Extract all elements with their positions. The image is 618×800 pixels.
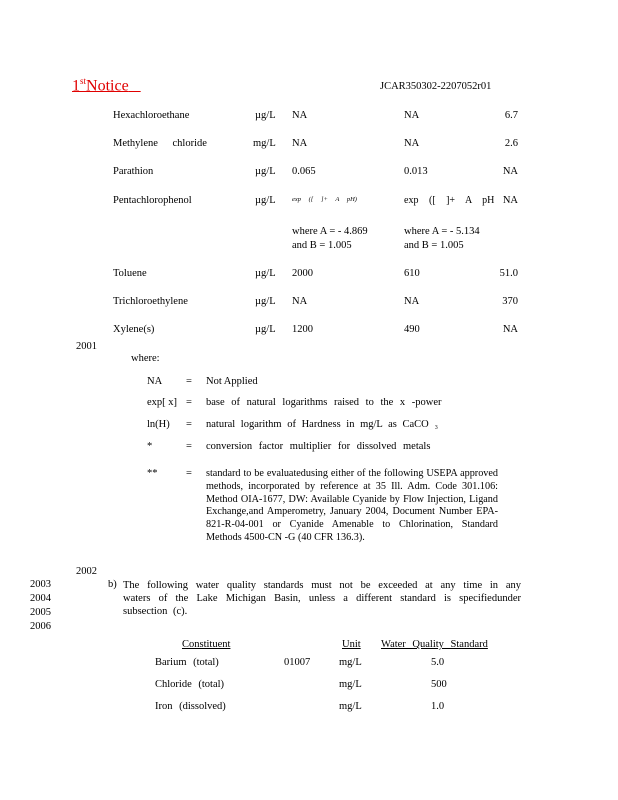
line-number: 2004 xyxy=(30,593,51,604)
definition-text: base of natural logarithms raised to the x -power xyxy=(206,397,442,408)
definition-text: standard to be evaluatedusing either of the following USEPA approved methods, incorporated by reference at 35 Ill. Adm. Code 301.106: Method OIA-1677, DW: Available Cyanide by Flow Injection, Ligand Exchange,and Amperometry, January 2004, Document Number EPA-821-R-04-001 or Cyanide Amenable to Chlorination, Standard Methods 4500-CN -G (40 CFR 136.3). xyxy=(206,468,498,543)
definition-term: exp[ x] xyxy=(147,397,178,408)
definition-eq: = xyxy=(186,468,192,479)
penta-where-col1-a: where A = - 4.869 xyxy=(292,226,368,237)
column-header-constituent: Constituent xyxy=(182,639,231,650)
definition-term: ** xyxy=(147,468,158,479)
unit: µg/L xyxy=(255,195,276,206)
constituent-name: Chloride (total) xyxy=(155,679,225,690)
unit: µg/L xyxy=(255,268,276,279)
value-col3: 2.6 xyxy=(504,138,518,149)
notice-title xyxy=(72,76,141,96)
penta-where-col1-b: and B = 1.005 xyxy=(292,240,352,251)
unit: mg/L xyxy=(339,657,362,668)
value-col3: 51.0 xyxy=(499,268,518,279)
constituent-name: Xylene(s) xyxy=(113,324,155,335)
constituent-name: Trichloroethylene xyxy=(113,296,188,307)
standard-value: 1.0 xyxy=(431,701,445,712)
line-number: 2006 xyxy=(30,621,51,632)
constituent-name: Iron (dissolved) xyxy=(155,701,226,712)
constituent-name: Pentachlorophenol xyxy=(113,195,192,206)
formula-col2: exp ([ ]+ A pH xyxy=(404,195,495,206)
caco-subscript: 3 xyxy=(434,425,438,431)
column-header-unit: Unit xyxy=(342,639,361,650)
value-col3: NA xyxy=(502,195,518,206)
value-col3: 370 xyxy=(502,296,518,307)
definition-text: natural logarithm of Hardness in mg/L as CaCO xyxy=(206,419,429,430)
unit: µg/L xyxy=(255,296,276,307)
line-number: 2002 xyxy=(76,566,97,577)
constituent-name: Barium (total) xyxy=(155,657,219,668)
section-b-text: The following water quality standards must not be exceeded at any time in any waters of the Lake Michigan Basin, unless a different standard is specifiedunder subsection (c). xyxy=(123,580,521,618)
standard-value: 5.0 xyxy=(431,657,445,668)
unit: mg/L xyxy=(339,701,362,712)
value-col2: 0.013 xyxy=(404,166,428,177)
definition-term: ln(H) xyxy=(147,419,170,430)
unit: µg/L xyxy=(255,324,276,335)
definition-text: Not Applied xyxy=(206,376,258,387)
value-col1: 0.065 xyxy=(292,166,316,177)
notice-word: Notice xyxy=(86,77,129,95)
constituent-name: Parathion xyxy=(113,166,154,177)
value-col1: NA xyxy=(292,138,308,149)
definition-term: NA xyxy=(147,376,163,387)
constituent-name: Methylene chloride xyxy=(113,138,207,149)
value-col1: NA xyxy=(292,110,308,121)
constituent-name: Hexachloroethane xyxy=(113,110,190,121)
value-col2: NA xyxy=(404,110,420,121)
unit: µg/L xyxy=(255,110,276,121)
definitions-where: where: xyxy=(131,353,160,364)
value-col1: 1200 xyxy=(292,324,313,335)
unit: mg/L xyxy=(253,138,276,149)
definition-eq: = xyxy=(186,397,192,408)
value-col3: NA xyxy=(502,166,518,177)
value-col3: NA xyxy=(502,324,518,335)
definition-term: * xyxy=(147,441,153,452)
line-number: 2005 xyxy=(30,607,51,618)
standard-value: 500 xyxy=(431,679,447,690)
value-col1: NA xyxy=(292,296,308,307)
formula-col1: exp ([ ]+ A pH) xyxy=(292,196,357,203)
definition-text: conversion factor multiplier for dissolved metals xyxy=(206,441,431,452)
definition-text-hardness xyxy=(206,419,438,432)
value-col2: NA xyxy=(404,296,420,307)
definition-eq: = xyxy=(186,376,192,387)
parameter-code: 01007 xyxy=(284,657,311,668)
definition-eq: = xyxy=(186,441,192,452)
value-col1: 2000 xyxy=(292,268,313,279)
value-col2: 610 xyxy=(404,268,420,279)
value-col3: 6.7 xyxy=(504,110,518,121)
column-header-standard: Water Quality Standard xyxy=(381,639,488,650)
document-id: JCAR350302-2207052r01 xyxy=(380,81,492,92)
definition-eq: = xyxy=(186,419,192,430)
notice-number: 1 xyxy=(72,77,80,95)
penta-where-col2-b: and B = 1.005 xyxy=(404,240,464,251)
notice-ordinal: st xyxy=(80,76,87,86)
constituent-name: Toluene xyxy=(113,268,147,279)
section-b-label: b) xyxy=(108,579,117,590)
unit: mg/L xyxy=(339,679,362,690)
penta-where-col2-a: where A = - 5.134 xyxy=(404,226,480,237)
unit: µg/L xyxy=(255,166,276,177)
value-col2: 490 xyxy=(404,324,420,335)
value-col2: NA xyxy=(404,138,420,149)
line-number: 2003 xyxy=(30,579,51,590)
line-number: 2001 xyxy=(76,341,97,352)
